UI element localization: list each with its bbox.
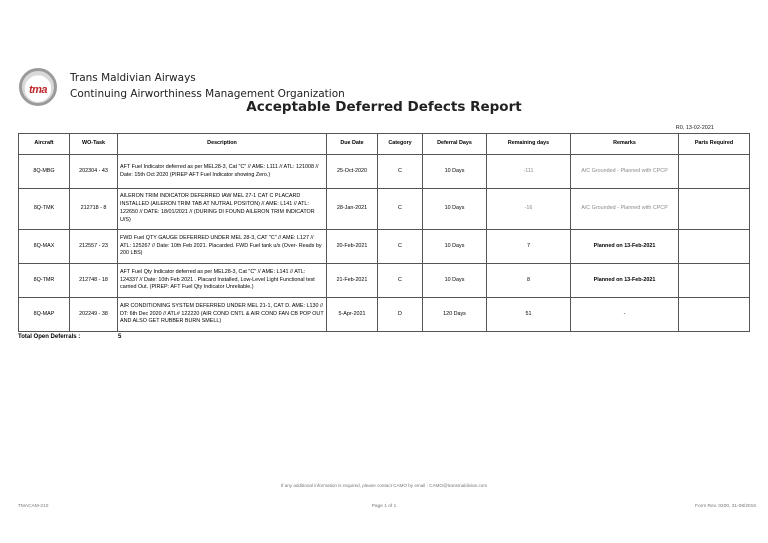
cell-description: AFT Fuel Qty Indicator deferred as per MEL28-3, Cat "C" // AME: L141 // ATL: 124337 // Date: 10th Feb 2021 . Placard Installed, Low-Level Light Functional test carried Out. (PIREP: AFT Fuel Qty Indicator Unreliable.)	[118, 264, 327, 298]
deferred-defects-table	[18, 133, 750, 332]
cell-deferral-days: 10 Days	[423, 230, 487, 264]
cell-parts-required	[679, 189, 750, 230]
logo-text: tma	[28, 84, 48, 96]
cell-remarks: Planned on 13-Feb-2021	[571, 230, 679, 264]
cell-remaining-days: 7	[487, 230, 571, 264]
cell-deferral-days: 120 Days	[423, 298, 487, 332]
cell-parts-required	[679, 155, 750, 189]
cell-category: D	[378, 298, 423, 332]
form-revision: Form Rev. 0200, 31-08/2016	[695, 504, 756, 509]
table-row	[19, 264, 750, 298]
cell-category: C	[378, 155, 423, 189]
table-row	[19, 298, 750, 332]
cell-parts-required	[679, 298, 750, 332]
cell-remaining-days: 51	[487, 298, 571, 332]
cell-remarks: A/C Grounded - Planned with CPCP	[571, 155, 679, 189]
table-row	[19, 189, 750, 230]
cell-description: AILERON TRIM INDICATOR DEFERRED IAW MEL 27-1 CAT C PLACARD INSTALLED (AILERON TRIM TAB AT NUTRAL POSITON) // AME: L141 // ATL: 122650 // DATE: 18/01/2021 // (DURING DI FOUND AILERON TRIM INDICATOR U/S)	[118, 189, 327, 230]
cell-remaining-days: 8	[487, 264, 571, 298]
cell-wo-task: 212557 - 23	[70, 230, 118, 264]
cell-aircraft: 8Q-MAP	[19, 298, 70, 332]
cell-wo-task: 212718 - 8	[70, 189, 118, 230]
report-title: Acceptable Deferred Defects Report	[246, 99, 522, 115]
cell-parts-required	[679, 230, 750, 264]
cell-remaining-days: -111	[487, 155, 571, 189]
column-header-description: Description	[118, 134, 327, 155]
cell-remarks: A/C Grounded - Planned with CPCP	[571, 189, 679, 230]
cell-category: C	[378, 264, 423, 298]
cell-category: C	[378, 189, 423, 230]
cell-aircraft: 8Q-TMK	[19, 189, 70, 230]
cell-due-date: 25-Oct-2020	[327, 155, 378, 189]
table-row	[19, 230, 750, 264]
column-header-remaining-days: Remaining days	[487, 134, 571, 155]
total-open-deferrals-count: 5	[118, 334, 122, 340]
cell-remaining-days: -16	[487, 189, 571, 230]
cell-remarks: -	[571, 298, 679, 332]
cell-description: AIR CONDITIONING SYSTEM DEFERRED UNDER MEL 21-1, CAT D. AME: L130 // DT: 6th Dec 2020 // ATL# 122220 (AIR COND CNTL & AIR COND FAN CB POP OUT AND ALSO GET RUBBER BURN SMELL)	[118, 298, 327, 332]
cell-description: AFT Fuel Indicator deferred as per MEL28-3, Cat "C" // AME: L111 // ATL: 121008 // Date: 15th Oct 2020 (PIREP AFT Fuel Indicator showing Zero.)	[118, 155, 327, 189]
cell-due-date: 28-Jan-2021	[327, 189, 378, 230]
contact-note: If any additional information is required, please contact CAMO by email : CAMO@transmaldivian.com	[280, 483, 488, 488]
cell-wo-task: 202304 - 43	[70, 155, 118, 189]
org-unit: Continuing Airworthiness Management Organization	[70, 88, 345, 100]
column-header-aircraft: Aircraft	[19, 134, 70, 155]
cell-wo-task: 202249 - 38	[70, 298, 118, 332]
table-header-row	[19, 134, 750, 155]
column-header-deferral-days: Deferral Days	[423, 134, 487, 155]
cell-description: FWD Fuel QTY GAUGE DEFERRED UNDER MEL 28-3, CAT "C" // AME: L127 // ATL: 125267 // Date: 10th Feb 2021. Placarded. FWD Fuel tank u/s (Over- Reads by 200 LBS)	[118, 230, 327, 264]
cell-parts-required	[679, 264, 750, 298]
page-number: Page 1 of 1	[371, 504, 397, 509]
column-header-parts-required: Parts Required	[679, 134, 750, 155]
cell-aircraft: 8Q-TMR	[19, 264, 70, 298]
cell-due-date: 20-Feb-2021	[327, 230, 378, 264]
cell-remarks: Planned on 13-Feb-2021	[571, 264, 679, 298]
cell-due-date: 5-Apr-2021	[327, 298, 378, 332]
cell-category: C	[378, 230, 423, 264]
cell-deferral-days: 10 Days	[423, 155, 487, 189]
total-open-deferrals-label: Total Open Deferrals :	[18, 334, 81, 340]
cell-deferral-days: 10 Days	[423, 189, 487, 230]
column-header-remarks: Remarks	[571, 134, 679, 155]
column-header-wo-task: WO-Task	[70, 134, 118, 155]
cell-wo-task: 212748 - 18	[70, 264, 118, 298]
org-name: Trans Maldivian Airways	[70, 72, 196, 84]
column-header-due-date: Due Date	[327, 134, 378, 155]
form-code: TMACAM-210	[18, 504, 49, 509]
organization-header	[70, 70, 345, 102]
cell-aircraft: 8Q-MAX	[19, 230, 70, 264]
column-header-category: Category	[378, 134, 423, 155]
cell-deferral-days: 10 Days	[423, 264, 487, 298]
cell-due-date: 21-Feb-2021	[327, 264, 378, 298]
cell-aircraft: 8Q-MBG	[19, 155, 70, 189]
table-row	[19, 155, 750, 189]
revision-date: R0, 13-02-2021	[675, 125, 714, 131]
